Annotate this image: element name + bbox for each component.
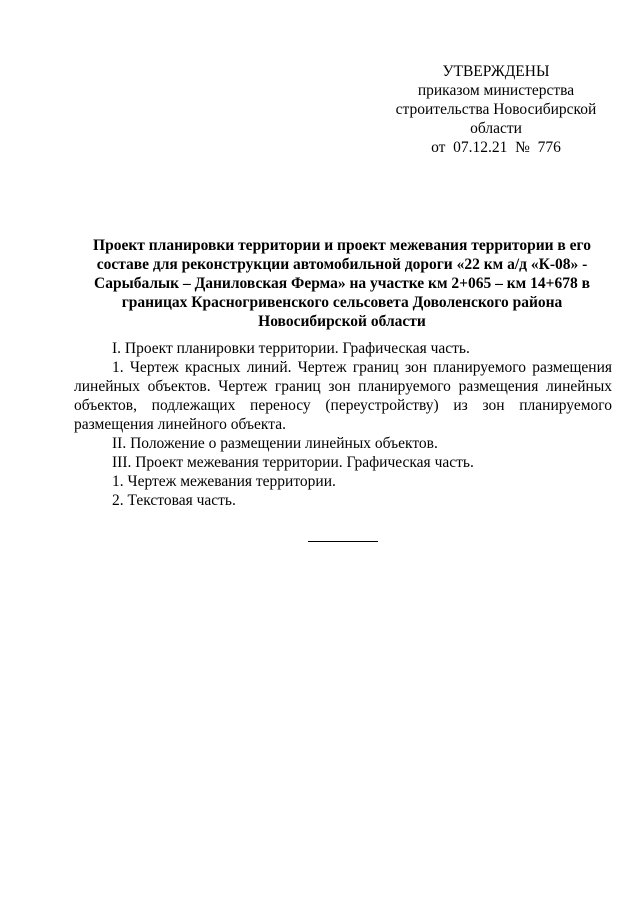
title-line-5: Новосибирской области	[258, 313, 426, 330]
approval-line-3: области	[470, 120, 522, 137]
title-line-3: Сарыбалык – Даниловская Ферма» на участке км 2+065 – км 14+678 в	[94, 275, 590, 292]
contents-item-text-part: 2. Текстовая часть.	[112, 492, 236, 509]
contents-item-survey-drawing: 1. Чертеж межевания территории.	[112, 473, 336, 490]
approval-heading: УТВЕРЖДЕНЫ	[442, 63, 550, 80]
title-line-2: составе для реконструкции автомобильной дороги «22 км а/д «К-08» -	[96, 256, 588, 273]
contents-item-section-2: II. Положение о размещении линейных объектов.	[112, 435, 438, 452]
title-line-1: Проект планировки территории и проект межевания территории в его	[93, 237, 591, 254]
contents-item-red-lines-drawing: 1. Чертеж красных линий. Чертеж границ зон планируемого размещения линейных объектов. Чертеж границ зон планируемого размещения линейных объектов, подлежащих переносу (переустройству) из зон планируемого размещения линейного объекта.	[74, 359, 612, 433]
end-separator-line	[308, 541, 378, 542]
contents-list	[74, 339, 612, 510]
title-line-4: границах Красногривенского сельсовета Доволенского района	[121, 294, 563, 311]
contents-item-section-3: III. Проект межевания территории. Графическая часть.	[112, 454, 474, 471]
approval-order-line: от 07.12.21 № 776	[431, 139, 561, 156]
approval-line-2: строительства Новосибирской	[395, 101, 597, 118]
contents-item-section-1: I. Проект планировки территории. Графическая часть.	[112, 340, 470, 357]
approval-block	[386, 62, 606, 157]
approval-line-1: приказом министерства	[417, 82, 575, 99]
document-title	[72, 236, 612, 331]
